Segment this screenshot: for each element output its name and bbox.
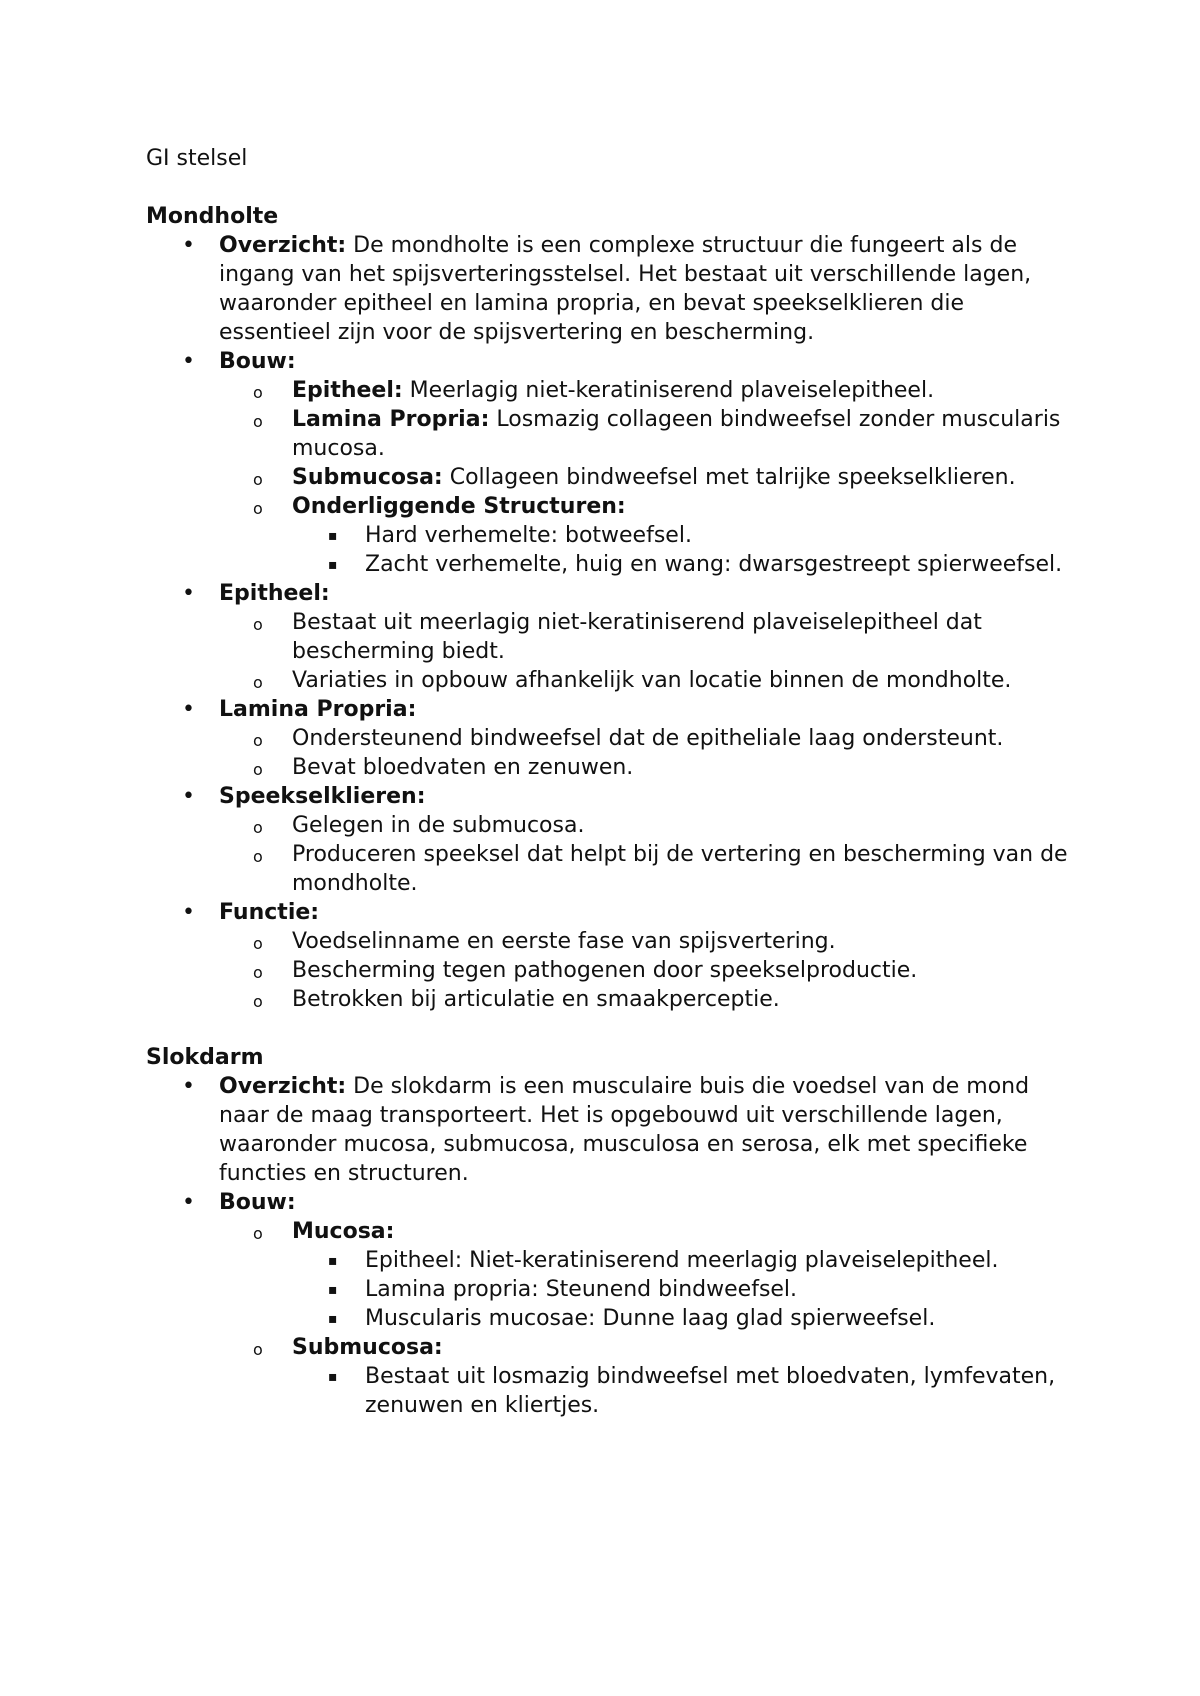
item-label: Epitheel: (219, 581, 330, 606)
item-text: Lamina propria: Steunend bindweefsel. (365, 1277, 798, 1302)
list-item (219, 1217, 1076, 1333)
list-item (146, 1072, 1076, 1188)
list-item-content (365, 1364, 1055, 1418)
bullet-marker: ▪ (328, 1253, 338, 1269)
list-item-content (292, 929, 836, 954)
list-item-content (292, 668, 1011, 693)
document-title: GI stelsel (146, 146, 248, 171)
bullet-marker: o (253, 499, 263, 518)
list-item (292, 1246, 1076, 1275)
list-item (219, 463, 1076, 492)
list-item (292, 1362, 1076, 1420)
item-text: Zacht verhemelte, huig en wang: dwarsgestreept spierweefsel. (365, 552, 1063, 577)
item-label: Onderliggende Structuren: (292, 494, 626, 519)
list-item (219, 608, 1076, 666)
bullet-marker: • (182, 900, 195, 925)
document-body (146, 202, 1076, 1420)
bullet-marker: • (182, 784, 195, 809)
item-label: Mucosa: (292, 1219, 395, 1244)
bullet-marker: ▪ (328, 1369, 338, 1385)
item-text: Produceren speeksel dat helpt bij de vertering en bescherming van de mondholte. (292, 842, 1068, 896)
list-item-content (219, 900, 319, 925)
bullet-marker: o (253, 818, 263, 837)
list-item-content (365, 1248, 998, 1273)
bullet-marker: • (182, 349, 195, 374)
list-item (219, 927, 1076, 956)
list-item-content (219, 1190, 296, 1215)
item-text: Variaties in opbouw afhankelijk van locatie binnen de mondholte. (292, 668, 1012, 693)
list-item (146, 231, 1076, 347)
list-item (219, 1333, 1076, 1420)
list-item-content (292, 958, 917, 983)
bullet-marker: o (253, 615, 263, 634)
list-item (292, 1304, 1076, 1333)
item-label: Functie: (219, 900, 320, 925)
list-item (292, 1275, 1076, 1304)
bullet-list-level-3 (292, 521, 1076, 579)
item-text: Bestaat uit losmazig bindweefsel met bloedvaten, lymfevaten, zenuwen en kliertjes. (365, 1364, 1056, 1418)
list-item-content (219, 784, 426, 809)
bullet-marker: ▪ (328, 1311, 338, 1327)
section-heading: Mondholte (146, 204, 279, 229)
item-text: Epitheel: Niet-keratiniserend meerlagig plaveiselepitheel. (365, 1248, 999, 1273)
bullet-marker: o (253, 760, 263, 779)
list-item (219, 811, 1076, 840)
list-item-content (219, 697, 416, 722)
bullet-marker: • (182, 1074, 195, 1099)
bullet-list-level-2 (219, 811, 1076, 898)
item-label: Speekselklieren: (219, 784, 426, 809)
bullet-list-level-1 (146, 231, 1076, 1014)
section-mondholte (146, 202, 1076, 1014)
document-page (146, 144, 1076, 1449)
bullet-marker: o (253, 673, 263, 692)
list-item (146, 782, 1076, 898)
item-label: Submucosa: (292, 465, 443, 490)
item-text: Ondersteunend bindweefsel dat de epitheliale laag ondersteunt. (292, 726, 1004, 751)
bullet-marker: • (182, 697, 195, 722)
item-text: Gelegen in de submucosa. (292, 813, 585, 838)
bullet-list-level-3 (292, 1362, 1076, 1420)
list-item-content (219, 1074, 1029, 1186)
bullet-list-level-2 (219, 608, 1076, 695)
item-label: Overzicht: (219, 1074, 347, 1099)
list-item (219, 666, 1076, 695)
item-text: Voedselinname en eerste fase van spijsvertering. (292, 929, 836, 954)
list-item-content (292, 407, 1060, 461)
bullet-marker: o (253, 992, 263, 1011)
item-label: Bouw: (219, 349, 296, 374)
bullet-marker: o (253, 934, 263, 953)
list-item (219, 405, 1076, 463)
list-item (292, 550, 1076, 579)
item-text: Bevat bloedvaten en zenuwen. (292, 755, 634, 780)
item-text: Losmazig collageen bindweefsel zonder muscularis mucosa. (292, 407, 1061, 461)
item-label: Submucosa: (292, 1335, 443, 1360)
list-item (219, 724, 1076, 753)
bullet-marker: ▪ (328, 557, 338, 573)
list-item (146, 1188, 1076, 1420)
item-text: Hard verhemelte: botweefsel. (365, 523, 692, 548)
bullet-marker: o (253, 383, 263, 402)
list-item (219, 492, 1076, 579)
bullet-list-level-3 (292, 1246, 1076, 1333)
list-item-content (219, 233, 1031, 345)
list-item-content (365, 1277, 797, 1302)
bullet-marker: ▪ (328, 528, 338, 544)
item-label: Overzicht: (219, 233, 347, 258)
list-item-content (292, 842, 1068, 896)
list-item (219, 956, 1076, 985)
list-item (219, 985, 1076, 1014)
bullet-list-level-2 (219, 376, 1076, 579)
item-text: Muscularis mucosae: Dunne laag glad spierweefsel. (365, 1306, 936, 1331)
item-text: Bestaat uit meerlagig niet-keratiniserend plaveiselepitheel dat bescherming biedt. (292, 610, 982, 664)
bullet-marker: • (182, 1190, 195, 1215)
bullet-list-level-2 (219, 1217, 1076, 1420)
list-item (219, 840, 1076, 898)
item-label: Epitheel: (292, 378, 403, 403)
bullet-list-level-2 (219, 927, 1076, 1014)
bullet-marker: ▪ (328, 1282, 338, 1298)
list-item (292, 521, 1076, 550)
item-label: Lamina Propria: (219, 697, 417, 722)
bullet-marker: o (253, 1340, 263, 1359)
list-item-content (292, 1219, 394, 1244)
bullet-marker: • (182, 581, 195, 606)
bullet-list-level-1 (146, 1072, 1076, 1420)
item-text: Collageen bindweefsel met talrijke speekselklieren. (442, 465, 1016, 490)
list-item-content (365, 523, 692, 548)
bullet-marker: o (253, 731, 263, 750)
list-item-content (292, 813, 584, 838)
item-label: Bouw: (219, 1190, 296, 1215)
list-item-content (292, 610, 982, 664)
list-item-content (292, 494, 626, 519)
list-item (146, 898, 1076, 1014)
bullet-marker: o (253, 963, 263, 982)
item-text: De slokdarm is een musculaire buis die voedsel van de mond naar de maag transporteert. Het is opgebouwd uit verschillende lagen, waaronder mucosa, submucosa, musculosa en serosa, elk met specifieke functies en structuren. (219, 1074, 1030, 1186)
item-label: Lamina Propria: (292, 407, 490, 432)
list-item-content (292, 1335, 443, 1360)
item-text: Meerlagig niet-keratiniserend plaveiselepitheel. (402, 378, 935, 403)
bullet-marker: o (253, 412, 263, 431)
bullet-marker: o (253, 470, 263, 489)
section-slokdarm (146, 1043, 1076, 1420)
bullet-list-level-2 (219, 724, 1076, 782)
list-item (219, 753, 1076, 782)
list-item-content (365, 1306, 935, 1331)
item-text: Bescherming tegen pathogenen door speekselproductie. (292, 958, 918, 983)
list-item-content (219, 581, 330, 606)
item-text: De mondholte is een complexe structuur die fungeert als de ingang van het spijsverteringsstelsel. Het bestaat uit verschillende lagen, waaronder epitheel en lamina propria, en bevat speekselklieren die essentieel zijn voor de spijsvertering en bescherming. (219, 233, 1032, 345)
item-text: Betrokken bij articulatie en smaakperceptie. (292, 987, 780, 1012)
list-item (146, 579, 1076, 695)
list-item-content (292, 755, 633, 780)
list-item-content (365, 552, 1062, 577)
section-heading: Slokdarm (146, 1045, 264, 1070)
bullet-marker: o (253, 847, 263, 866)
list-item-content (219, 349, 296, 374)
list-item (146, 695, 1076, 782)
bullet-marker: o (253, 1224, 263, 1243)
list-item (146, 347, 1076, 579)
list-item-content (292, 378, 934, 403)
list-item-content (292, 465, 1016, 490)
list-item-content (292, 726, 1003, 751)
bullet-marker: • (182, 233, 195, 258)
list-item-content (292, 987, 780, 1012)
list-item (219, 376, 1076, 405)
